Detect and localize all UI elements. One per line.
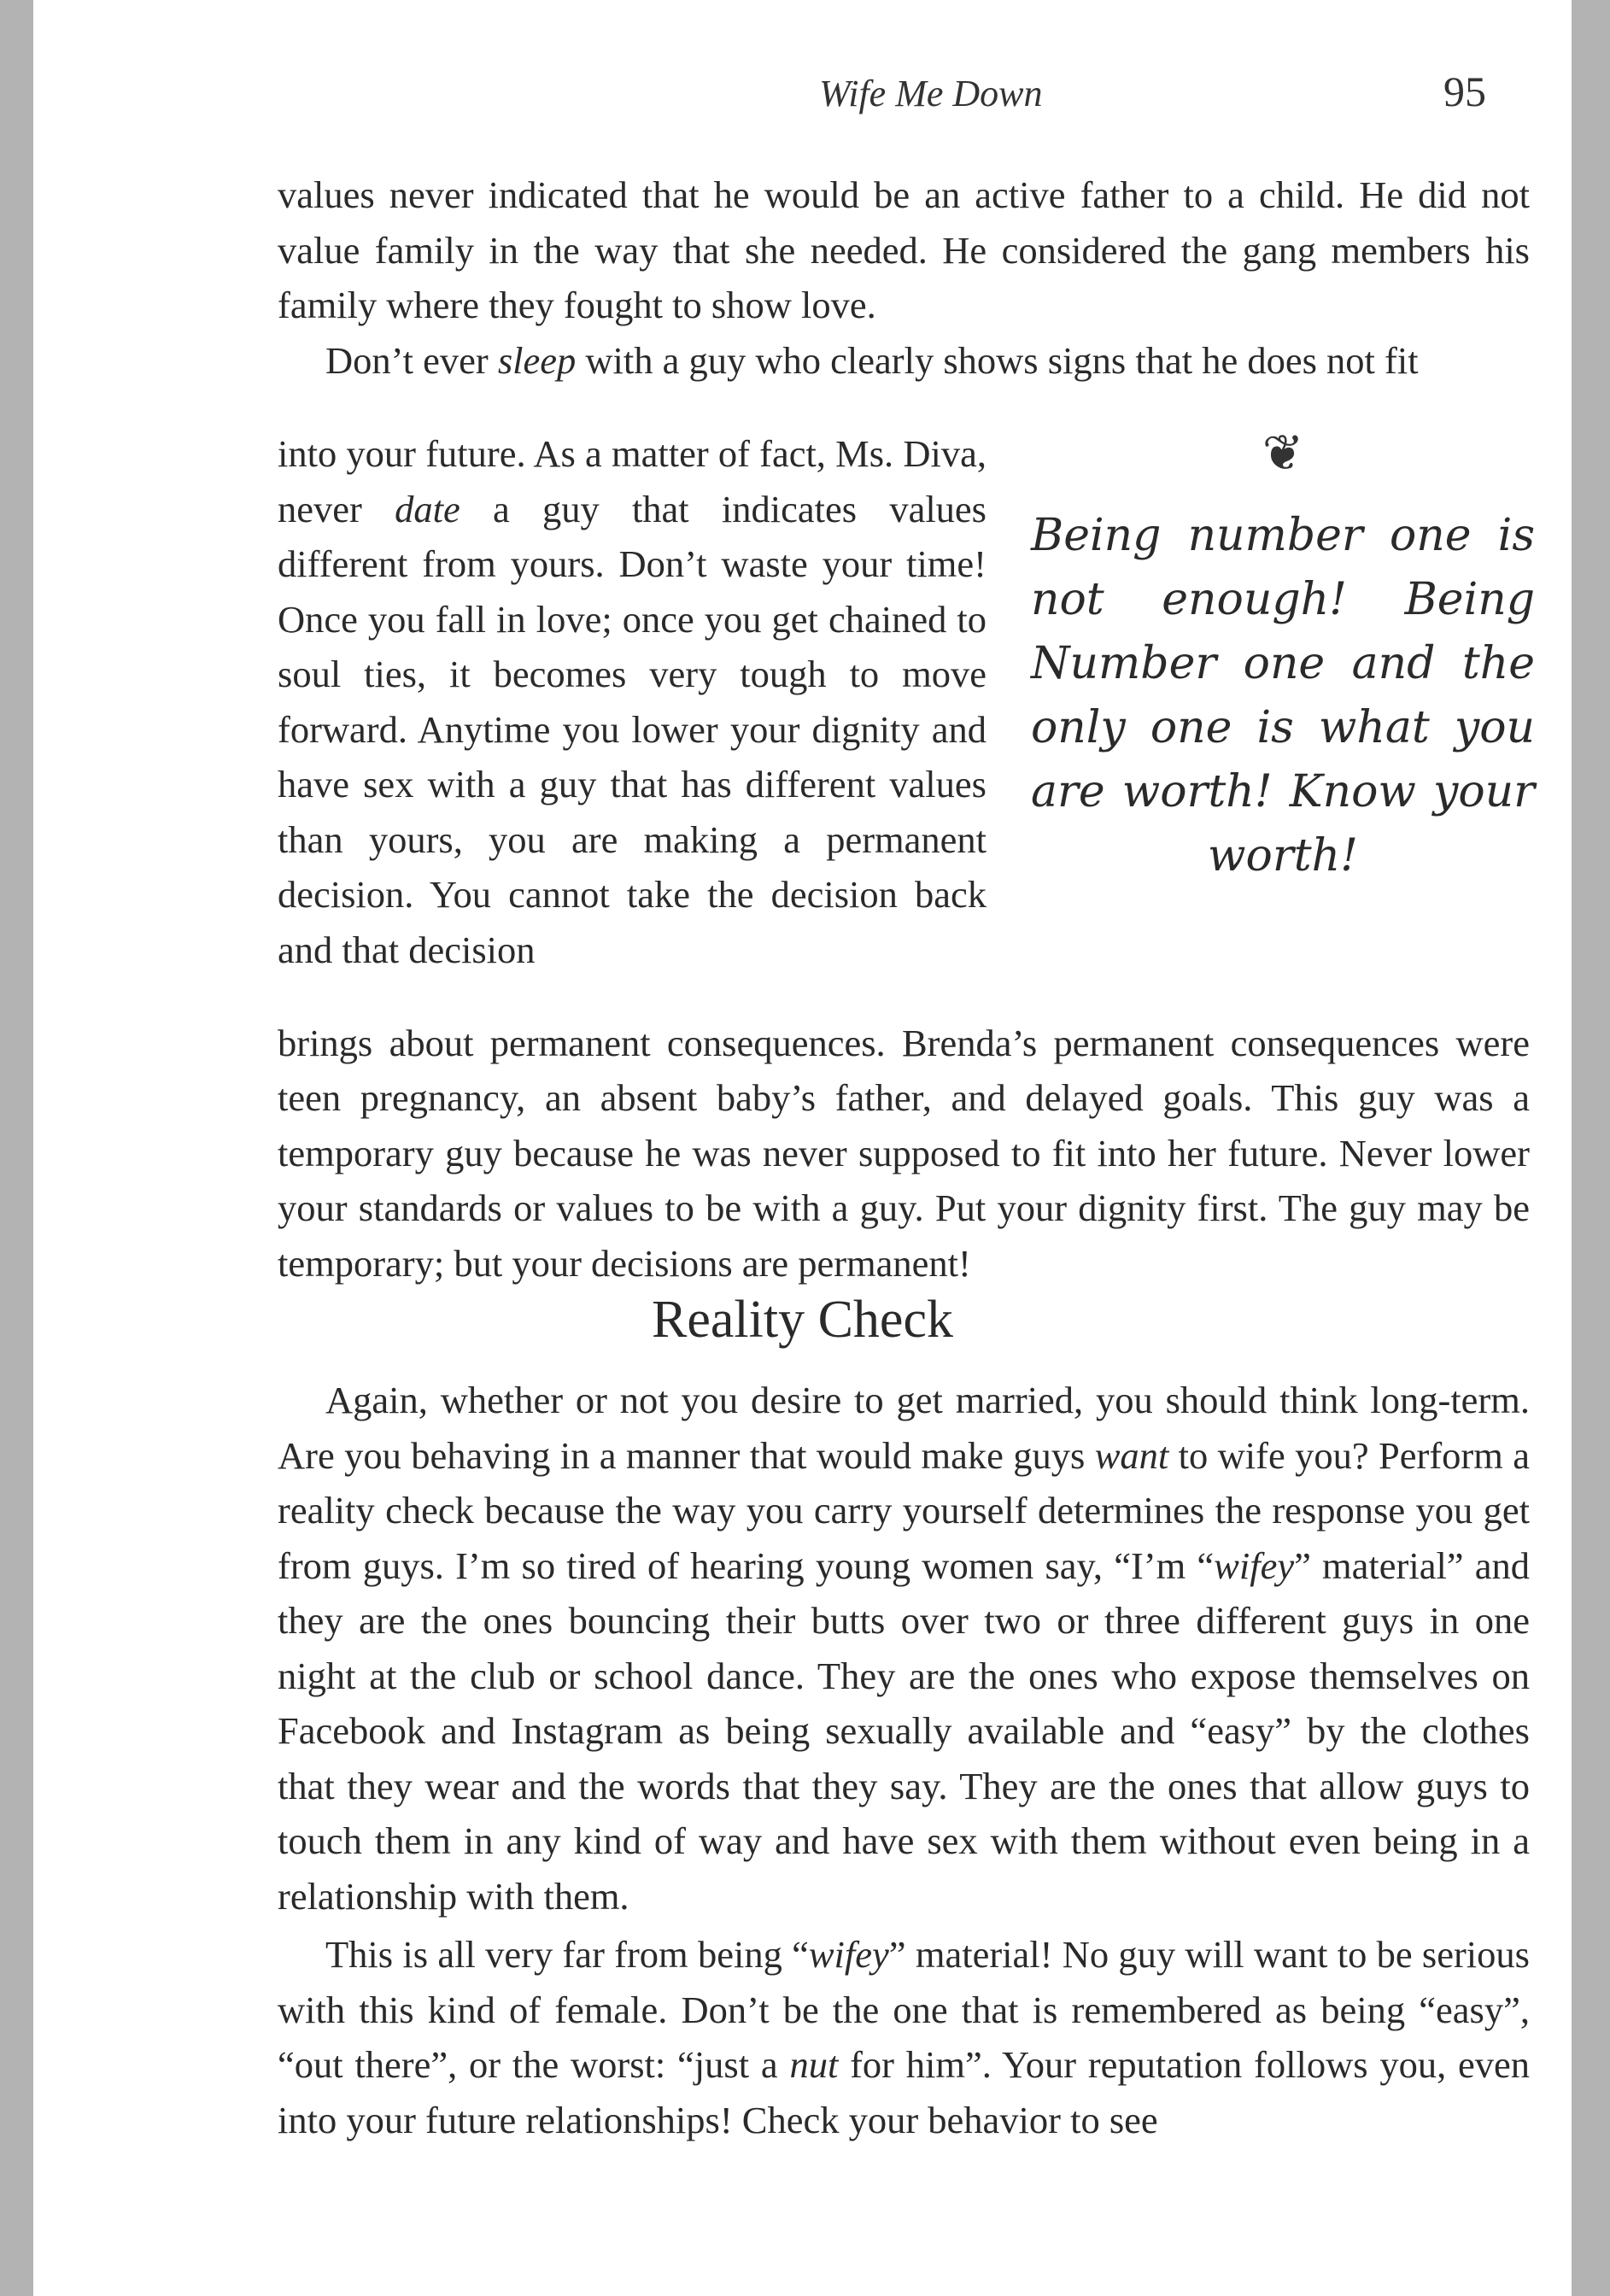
text-run: into your future. As a matter of fact, Ms. Diva, never: [278, 432, 986, 530]
section-body: [278, 1373, 1530, 2147]
emphasis: nut: [789, 2043, 839, 2086]
emphasis: want: [1094, 1433, 1169, 1477]
text-run: with a guy who clearly shows signs that he does not fit: [576, 339, 1419, 382]
emphasis: sleep: [497, 339, 577, 382]
section-heading: Reality Check: [652, 1291, 953, 1349]
wrapped-paragraph-continuation: [278, 1016, 1530, 1292]
text-run: ” material” and they are the ones bouncing their butts over two or three different guys in one night at the club or school dance. They are the ones who expose themselves on Facebook and Instagram as being sexually available and “easy” by the clothes that they wear and the words that they say. They are the ones that allow guys to touch them in any kind of way and have sex with them without even being in a relationship with them.: [278, 1543, 1530, 1918]
wrapped-paragraph-first-line: [278, 333, 1530, 389]
opening-paragraph: [278, 167, 1530, 333]
text-run: a guy that indicates values different from yours. Don’t waste your time! Once you fall in love; once you get chained to soul ties, it becomes very tough to move forward. Anytime you lower your dignity and have sex with a guy that has different values than yours, you are making a permanent decision. You cannot take the decision back and that decision: [278, 487, 987, 971]
text-run: Again, whether or not you desire to get married, you should think long-term. Are you behaving in a manner that would make guys: [278, 1379, 1530, 1477]
paragraph-text: values never indicated that he would be an active father to a child. He did not value family in the way that she needed. He considered the gang members his family where they fought to show love.: [278, 173, 1530, 326]
text-run: to wife you? Perform a reality check because the way you carry yourself determines the response you get from guys. I’m so tired of hearing young women say, “I’m “: [278, 1433, 1530, 1587]
pull-quote-text: Being number one is not enough! Being Number one and the only one is what you are worth! Know your worth!: [1031, 510, 1535, 882]
emphasis: date: [395, 487, 460, 530]
page-header: [33, 67, 1572, 126]
emphasis: wifey: [808, 1933, 889, 1976]
text-run: for him”. Your reputation follows you, even into your future relationships! Check your behavior to see: [278, 2043, 1530, 2141]
paragraph-text: brings about permanent consequences. Brenda’s permanent consequences were teen pregnancy, an absent baby’s father, and delayed goals. This guy was a temporary guy because he was never supposed to fit into her future. Never lower your standards or values to be with a guy. Put your dignity first. The guy may be temporary; but your decisions are permanent!: [278, 1021, 1530, 1285]
section-paragraph-1: [278, 1373, 1530, 1924]
text-run: ” material! No guy will want to be serious with this kind of female. Don’t be the one that is remembered as being “easy”, “out there”, or the worst: “just a: [278, 1933, 1530, 2086]
emphasis: wifey: [1214, 1543, 1295, 1587]
running-title: Wife Me Down: [819, 73, 1043, 114]
text-run: This is all very far from being “: [325, 1933, 809, 1976]
wrapped-paragraph-column: [278, 426, 986, 977]
floral-ornament-icon: ❦: [1262, 424, 1304, 482]
page-number: 95: [1443, 67, 1486, 115]
section-paragraph-2: [278, 1927, 1530, 2147]
text-run: Don’t ever: [325, 339, 498, 382]
pull-quote: [1031, 419, 1535, 888]
book-page: [33, 0, 1572, 2296]
